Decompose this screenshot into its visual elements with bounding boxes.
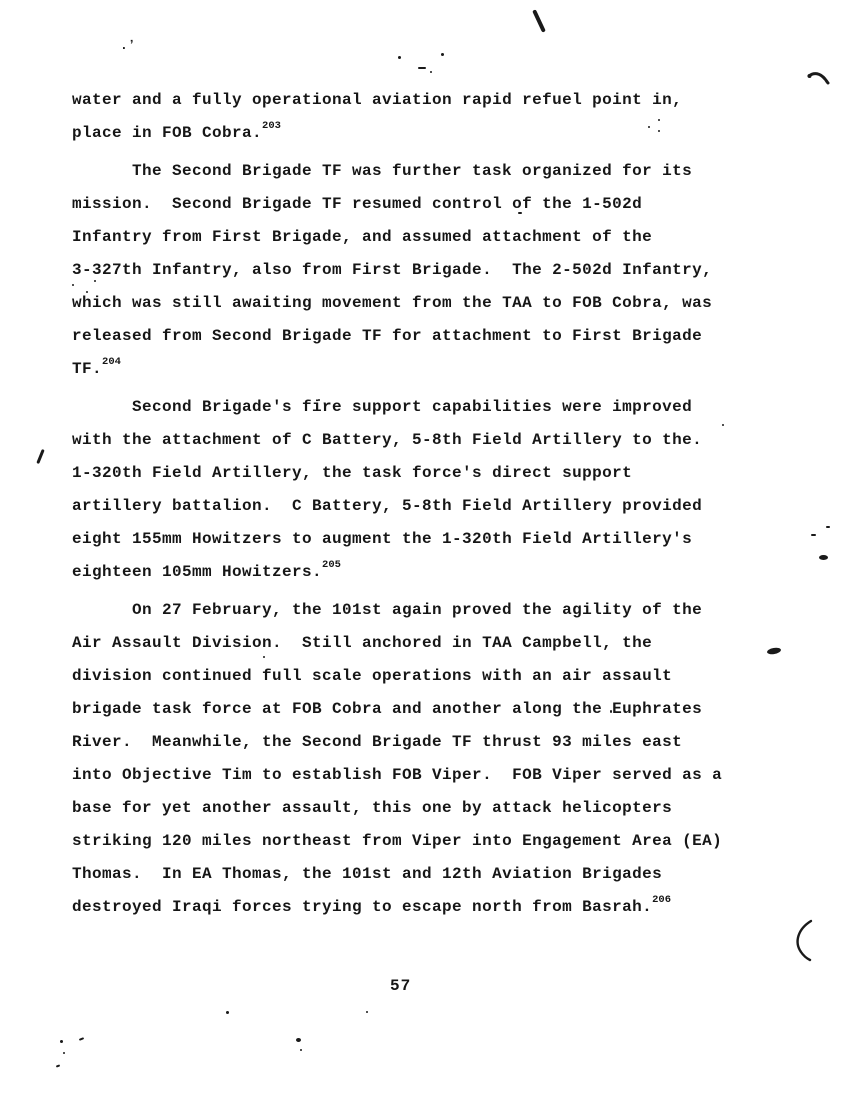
text-line: [72, 792, 772, 825]
text-line-content: into Objective Tim to establish FOB Viper. FOB Viper served as a: [72, 766, 723, 784]
text-line-content: On 27 February, the 101st again proved the agility of the: [132, 601, 703, 619]
text-line: [72, 490, 772, 523]
text-line: [72, 726, 772, 759]
text-line-content: division continued full scale operations with an air assault: [72, 667, 673, 685]
text-line: [72, 287, 772, 320]
text-line-content: Thomas. In EA Thomas, the 101st and 12th Aviation Brigades: [72, 865, 663, 883]
text-line: [72, 556, 772, 589]
text-line: [72, 891, 772, 924]
scan-speck: [441, 53, 444, 56]
text-line-content: which was still awaiting movement from the TAA to FOB Cobra, was: [72, 294, 713, 312]
pen-stroke-mark: [532, 9, 546, 32]
footnote-reference: 206: [652, 894, 671, 906]
text-line-content: eight 155mm Howitzers to augment the 1-320th Field Artillery's: [72, 530, 693, 548]
text-line: [72, 320, 772, 353]
text-line-content: with the attachment of C Battery, 5-8th Field Artillery to the.: [72, 431, 703, 449]
text-line-content: mission. Second Brigade TF resumed control of the 1-502d: [72, 195, 643, 213]
margin-check-mark: [36, 449, 44, 464]
text-line-content: brigade task force at FOB Cobra and another along the Euphrates: [72, 700, 703, 718]
scan-speck: [819, 555, 828, 560]
text-line-content: Infantry from First Brigade, and assumed attachment of the: [72, 228, 653, 246]
scan-speck: [296, 1038, 301, 1042]
text-line: [72, 391, 772, 424]
scan-speck: [226, 1011, 229, 1014]
text-line-content: River. Meanwhile, the Second Brigade TF thrust 93 miles east: [72, 733, 683, 751]
footnote-reference: 205: [322, 559, 341, 571]
scan-speck: [826, 526, 830, 528]
text-line-content: place in FOB Cobra.: [72, 124, 263, 142]
text-line-content: Air Assault Division. Still anchored in TAA Campbell, the: [72, 634, 653, 652]
curved-tilde-mark: [806, 70, 834, 88]
scan-speck: [430, 71, 432, 73]
text-line: [72, 457, 772, 490]
text-line-content: water and a fully operational aviation rapid refuel point in,: [72, 91, 683, 109]
text-line: [72, 660, 772, 693]
footnote-reference: 203: [262, 120, 281, 132]
scan-speck: [418, 67, 426, 69]
text-line: [72, 858, 772, 891]
text-line: [72, 84, 772, 117]
text-line-content: eighteen 105mm Howitzers.: [72, 563, 323, 581]
scan-speck: [811, 534, 816, 536]
scan-speck: [79, 1037, 84, 1041]
text-line-content: destroyed Iraqi forces trying to escape north from Basrah.: [72, 898, 653, 916]
text-line: [72, 693, 772, 726]
stray-typewriter-mark: .ʼ: [120, 38, 136, 53]
body-text: [72, 84, 772, 924]
text-line-content: Second Brigade's fire support capabilities were improved: [132, 398, 693, 416]
paragraph: [72, 391, 772, 589]
text-line: [72, 424, 772, 457]
text-line-content: striking 120 miles northeast from Viper into Engagement Area (EA): [72, 832, 723, 850]
page-number: 57: [390, 977, 412, 995]
text-line: [72, 594, 772, 627]
paragraph: [72, 155, 772, 386]
text-line-content: 3-327th Infantry, also from First Brigade. The 2-502d Infantry,: [72, 261, 713, 279]
text-line-content: 1-320th Field Artillery, the task force's direct support: [72, 464, 633, 482]
text-line: [72, 825, 772, 858]
text-line: [72, 221, 772, 254]
scan-speck: [398, 56, 401, 59]
paragraph: [72, 84, 772, 150]
text-line: [72, 117, 772, 150]
text-line: [72, 155, 772, 188]
scan-speck: [56, 1064, 60, 1067]
scan-speck: [366, 1011, 368, 1013]
footnote-reference: 204: [102, 356, 121, 368]
text-line-content: TF.: [72, 360, 103, 378]
text-line: [72, 627, 772, 660]
paragraph: [72, 594, 772, 924]
text-line: [72, 188, 772, 221]
text-line: [72, 759, 772, 792]
scan-speck: [300, 1049, 302, 1051]
handwritten-paren-mark: [786, 916, 818, 966]
text-line: [72, 353, 772, 386]
text-line: [72, 523, 772, 556]
scan-speck: [60, 1040, 63, 1043]
text-line-content: artillery battalion. C Battery, 5-8th Field Artillery provided: [72, 497, 703, 515]
text-line-content: released from Second Brigade TF for attachment to First Brigade: [72, 327, 703, 345]
scan-speck: [63, 1052, 65, 1054]
text-line-content: base for yet another assault, this one by attack helicopters: [72, 799, 673, 817]
text-line: [72, 254, 772, 287]
text-line-content: The Second Brigade TF was further task organized for its: [132, 162, 693, 180]
